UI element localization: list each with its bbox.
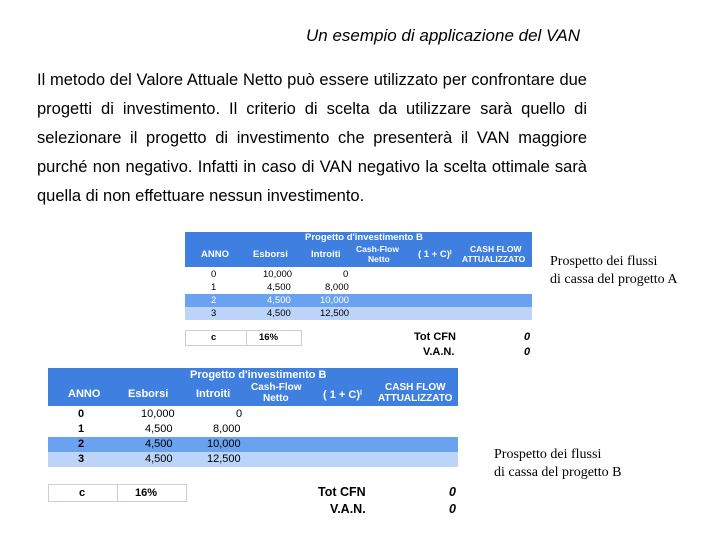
- cell-anno: 1: [211, 282, 217, 293]
- cell-introiti: 8,000: [213, 423, 241, 435]
- cell-esborsi: 4,500: [145, 453, 173, 465]
- cell-esborsi: 4,500: [267, 295, 291, 306]
- col-cashflow-header-line1: Cash-Flow: [356, 244, 399, 254]
- cell-anno: 1: [78, 423, 85, 435]
- cell-esborsi: 4,500: [145, 438, 173, 450]
- cell-anno: 3: [78, 453, 85, 465]
- rate-c-value: 16%: [135, 487, 158, 499]
- col-attualizzato-header-line1: CASH FLOW: [470, 244, 522, 254]
- col-factor-header: ( 1 + C)ⁱ: [323, 389, 362, 401]
- col-attualizzato-header-line2: ATTUALIZZATO: [378, 393, 453, 404]
- cell-anno: 0: [78, 408, 85, 420]
- table-row: [48, 407, 458, 422]
- cell-anno: 2: [211, 295, 217, 306]
- tot-cfn-label: Tot CFN: [414, 331, 456, 343]
- rate-divider: [246, 331, 247, 345]
- col-attualizzato-header-line1: CASH FLOW: [385, 382, 446, 393]
- col-introiti-header: Introiti: [311, 249, 341, 260]
- table-b-header-row: [48, 382, 458, 406]
- cell-anno: 3: [211, 308, 217, 319]
- table-row: [48, 422, 458, 437]
- col-anno-header: ANNO: [68, 388, 101, 400]
- table-row: [185, 294, 532, 307]
- cell-introiti: 10,000: [320, 295, 350, 306]
- table-a-header-row: [185, 244, 532, 267]
- table-row: [48, 437, 458, 452]
- rate-c-label: c: [79, 487, 86, 499]
- van-label: V.A.N.: [330, 502, 366, 516]
- cell-anno: 2: [78, 438, 85, 450]
- van-value: 0: [449, 502, 456, 516]
- table-b-title: Progetto d'investimento B: [190, 369, 327, 381]
- van-value: 0: [524, 346, 531, 358]
- table-row: [185, 268, 532, 281]
- col-cashflow-header-line2: Netto: [263, 393, 289, 404]
- rate-c-box: [48, 484, 187, 502]
- rate-c-box: [185, 330, 302, 346]
- page-title: Un esempio di applicazione del VAN: [306, 26, 581, 45]
- cell-anno: 0: [211, 269, 217, 280]
- table-b-title-bar: [48, 368, 458, 382]
- table-row: [48, 452, 458, 467]
- cell-esborsi: 4,500: [145, 423, 173, 435]
- col-factor-header: ( 1 + C)ⁱ: [418, 249, 452, 260]
- col-introiti-header: Introiti: [196, 388, 231, 400]
- col-anno-header: ANNO: [201, 249, 229, 260]
- col-attualizzato-header-line2: ATTUALIZZATO: [462, 254, 526, 264]
- col-cashflow-header-line2: Netto: [368, 254, 390, 264]
- cell-esborsi: 10,000: [263, 269, 293, 280]
- rate-divider: [117, 485, 118, 501]
- table-row: [185, 281, 532, 294]
- cell-introiti: 12,500: [207, 453, 241, 465]
- tot-cfn-label: Tot CFN: [318, 485, 366, 499]
- cell-introiti: 0: [236, 408, 243, 420]
- tot-cfn-value: 0: [449, 485, 456, 499]
- rate-c-label: c: [211, 332, 217, 343]
- cell-introiti: 8,000: [325, 282, 349, 293]
- table-row: [185, 307, 532, 320]
- caption-project-b: Prospetto dei flussi di cassa del progetto B: [494, 447, 622, 480]
- cell-esborsi: 4,500: [267, 282, 291, 293]
- cell-introiti: 0: [343, 269, 349, 280]
- cell-esborsi: 10,000: [141, 408, 175, 420]
- cell-esborsi: 4,500: [267, 308, 291, 319]
- col-cashflow-header-line1: Cash-Flow: [251, 382, 302, 393]
- col-esborsi-header: Esborsi: [253, 249, 288, 260]
- table-a-title: Progetto d'investimento B: [305, 232, 423, 243]
- cell-introiti: 12,500: [320, 308, 350, 319]
- intro-paragraph: Il metodo del Valore Attuale Netto può essere utilizzato per confrontare due progetti di investimento. Il criterio di scelta da utilizzare sarà quello di selezionare il progetto di investimento che presenterà il VAN maggiore purché non negativo. Infatti in caso di VAN negativo la scelta ottimale sarà quella di non effettuare nessun investimento.: [37, 71, 587, 205]
- col-esborsi-header: Esborsi: [128, 388, 169, 400]
- caption-project-a: Prospetto dei flussi di cassa del progetto A: [550, 254, 678, 287]
- rate-c-value: 16%: [259, 332, 279, 343]
- cell-introiti: 10,000: [207, 438, 241, 450]
- van-label: V.A.N.: [423, 346, 455, 358]
- tot-cfn-value: 0: [524, 331, 531, 343]
- table-a-title-bar: [185, 232, 532, 244]
